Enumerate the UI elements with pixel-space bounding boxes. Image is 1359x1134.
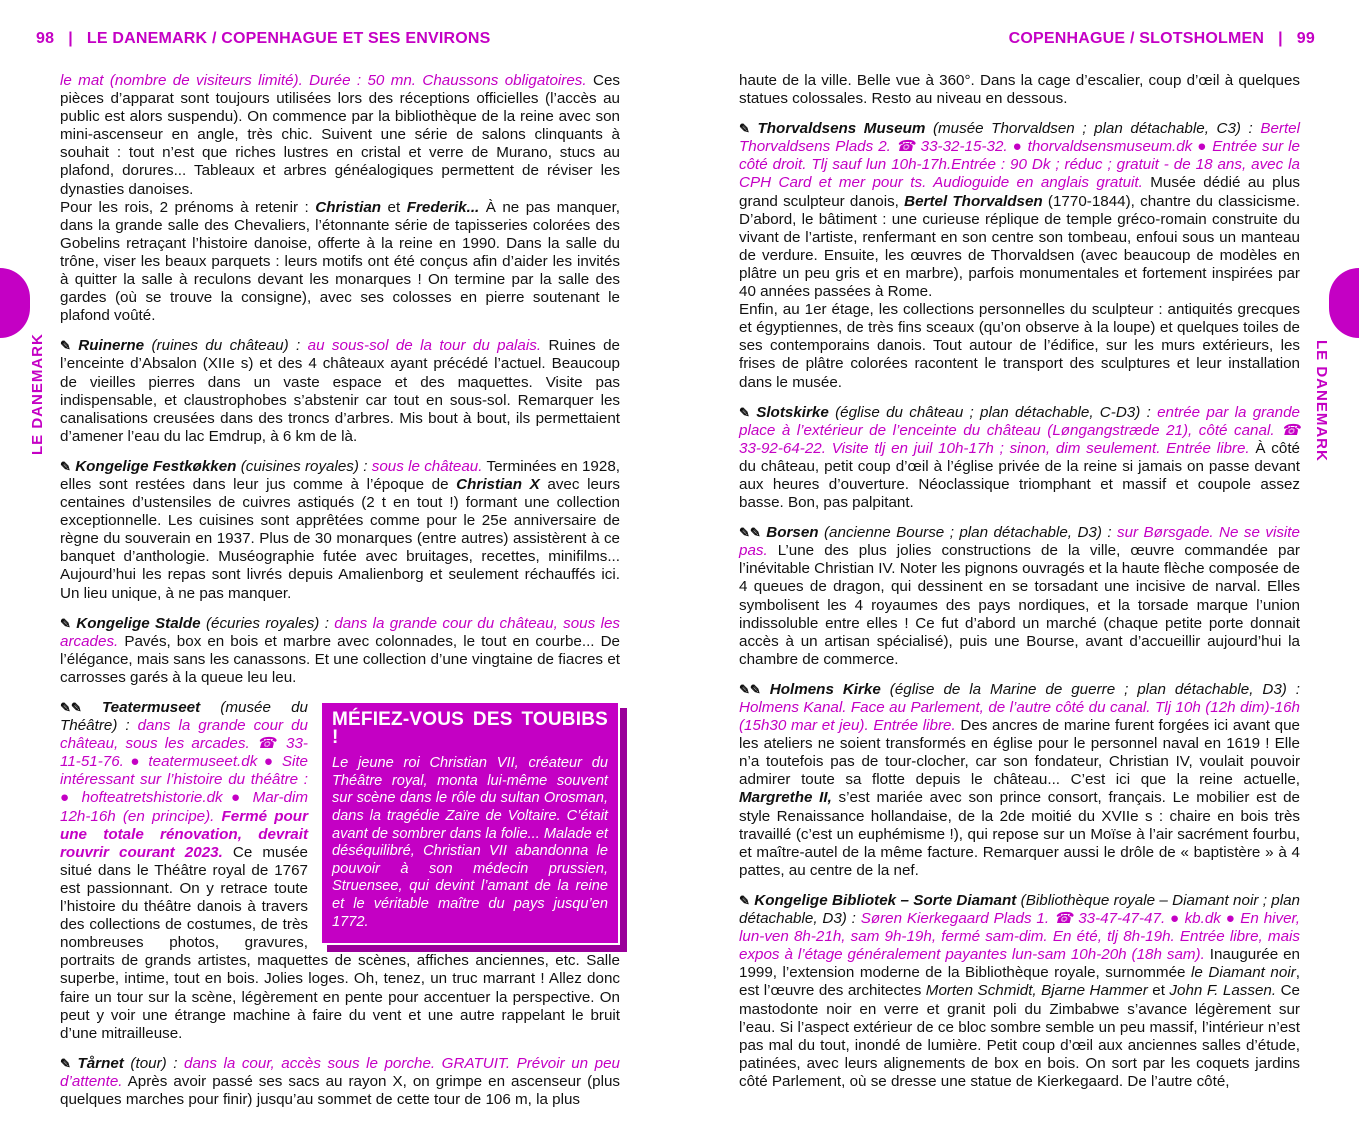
box-text: Le jeune roi Christian VII, créateur du Théâtre royal, monta lui-même souvent sur scène dans le rôle du sultan Orosman, dans la tragédie Zaïre de Voltaire. C’était avant de sombrer dans la folie... Malade et déséquilibré, Christian VII abandonna le pouvoir à son médecin prussien, Struensee, qui devint l’amant de la reine et le véritable maître du pays jusqu’en 1772.	[332, 755, 608, 930]
right-column	[739, 72, 1300, 1103]
side-tab-right	[1329, 268, 1359, 338]
pin-icon: ✎✎	[739, 525, 761, 541]
entry-thorvaldsen: ✎ Thorvaldsens Museum (musée Thorvaldsen ; plan détachable, C3) : Bertel Thorvaldsens Plads 2. ☎ 33-32-15-32. ● thorvaldsensmuseum.dk ● Entrée sur le côté droit. Tlj sauf lun 10h-17h.Entrée : 90 Dk ; réduc ; gratuit - de 18 ans, avec la CPH Card et mer pour ts. Audioguide en anglais gratuit. Musée dédié au plus grand sculpteur danois, Bertel Thorvaldsen (1770-1844), chantre du classicisme. D’abord, le bâtiment : une curieuse réplique de temple gréco-romain construite du vivant de l’artiste, renfermant en son centre son tombeau, enfoui sous un manteau de verdure. Ensuite, les œuvres de Thorvaldsen (avec beaucoup de modèles en plâtre un peu gris et en marbre), parfois monumentales et fortement inspirées par 40 années passées à Rome.	[739, 120, 1300, 301]
paragraph: Enfin, au 1er étage, les collections personnelles du sculpteur : antiquités grecques et égyptiennes, de très fins sceaux (qu’on observe à la loupe) et quelques toiles de ses contemporains danois. Tout autour de l’édifice, sur les murs extérieurs, les frises de plâtre colorées racontent le transport des sculptures et leur installation dans le musée.	[739, 301, 1300, 391]
pin-icon: ✎✎	[60, 700, 82, 715]
entry-tarnet: ✎ Tårnet (tour) : dans la cour, accès sous le porche. GRATUIT. Prévoir un peu d’attente. Après avoir passé ses sacs au rayon X, on grimpe en ascenseur (plus quelques marches pour finir) jusqu’au sommet de cette tour de 106 m, la plus	[60, 1054, 620, 1108]
side-label-right: LE DANEMARK	[1313, 340, 1330, 462]
right-page-number: 99	[1296, 30, 1315, 47]
entry-teatermuseet: ✎✎ Teatermuseet (musée du Théâtre) : dans la grande cour du château, sous les arcades. ☎ 33-11-51-76. ● teatermuseet.dk ● Site intéressant sur l’histoire du théâtre : ● hofteatretshistorie.dk ● Mar-dim 12h-16h (en principe). Fermé pour une totale rénovation, devrait rouvrir courant 2023. Ce musée situé dans le Théâtre royal de 1767 est passionnant. On y retrace toute l’histoire du théâtre danois à travers des collections de costumes, de très nombreuses photos, gravures, portraits de grands artistes, maquettes de scènes, affiches anciennes, etc. Salle superbe, intime, tout en bois. Jolies loges. Oh, tenez, un truc marrant ! Allez donc faire un tour sur la scène, légèrement en pente pour accentuer la perspective. On peut y voir une étrange machine à faire du vent et une autre rappelant le bruit d’une mitrailleuse.	[60, 699, 620, 1042]
left-page-header	[36, 30, 491, 48]
paragraph: le mat (nombre de visiteurs limité). Durée : 50 mn. Chaussons obligatoires. Ces pièces d’apparat sont toujours utilisées lors des réceptions officielles (l’accès au public est alors suspendu). On commence par la bibliothèque de la reine avec son mini-ascenseur en angle, très chic. Suivent une série de salons clinquants à souhait : tout n’est que riches lustres en cristal et verre de Murano, stucs au plafond, dorures... Tableaux et arbres généalogiques permettent de réviser les dynasties danoises.	[60, 72, 620, 198]
side-tab-left	[0, 268, 30, 338]
pin-icon: ✎	[60, 458, 71, 474]
paragraph: haute de la ville. Belle vue à 360°. Dans la cage d’escalier, coup d’œil à quelques statues colossales. Resto au niveau en dessous.	[739, 72, 1300, 108]
entry-slotskirke: ✎ Slotskirke (église du château ; plan détachable, C-D3) : entrée par la grande place à l’extérieur de l’enceinte du château (Løngangstræde 21), côté canal. ☎ 33-92-64-22. Visite tlj en juil 10h-17h ; sinon, dim seulement. Entrée libre. À côté du château, petit coup d’œil à l’église privée de la reine si jamais on passe devant aux heures d’ouverture. Néoclassique triomphant et massif et coupole assez basse. Bon, pas palpitant.	[739, 403, 1300, 512]
header-separator: |	[68, 30, 73, 47]
entry-ruinerne: ✎ Ruinerne (ruines du château) : au sous-sol de la tour du palais. Ruines de l’enceinte d’Absalon (XIIe s) et des 4 châteaux ayant précédé l’actuel. Beaucoup de vieilles pierres dans un vaste espace et des maquettes. Visite pas indispensable, et claustrophobes s’abstenir car tout en sous-sol. Remarquer les canalisations creusées dans des troncs d’arbres. Mis bout à bout, ils permettaient d’amener l’eau du lac Emdrup, à 6 km de là.	[60, 337, 620, 445]
pin-icon: ✎✎	[739, 681, 761, 697]
entry-festkokken: ✎ Kongelige Festkøkken (cuisines royales) : sous le château. Terminées en 1928, elles sont restées dans leur jus comme à l’époque de Christian X avec leurs centaines d’ustensiles de cuivres astiqués (2 t en tout !) formant une collection exceptionnelle. Les cuisines sont apprêtées comme pour le 25e anniversaire de règne du souverain en 1937. Plus de 30 monarques (entre autres) assistèrent à ce banquet d’anthologie. Muséographie futée avec bruitages, recettes, minifilms... Aujourd’hui les repas sont livrés depuis Amalienborg et seulement réchauffés ici. Un lieu unique, à ne pas manquer.	[60, 457, 620, 602]
entry-kongelige-bibliotek: ✎ Kongelige Bibliotek – Sorte Diamant (Bibliothèque royale – Diamant noir ; plan détachable, D3) : Søren Kierkegaard Plads 1. ☎ 33-47-47-47. ● kb.dk ● En hiver, lun-ven 8h-21h, sam 9h-19h, fermé sam-dim. En été, tlj 8h-19h. Entrée libre, mais expos à l’étage généralement payantes lun-sam 10h-20h (18h sam). Inaugurée en 1999, l’extension moderne de la Bibliothèque royale, surnommée le Diamant noir, est l’œuvre des architectes Morten Schmidt, Bjarne Hammer et John F. Lassen. Ce mastodonte noir en verre et granit poli du Zimbabwe s’avance légèrement sur l’eau. Si l’aspect extérieur de ce bloc sombre semble un peu massif, l’intérieur n’est pas mal du tout, inondé de lumière. Petit coup d’œil aux anciennes salles d’étude, patinées, avec leurs alignements de box en bois. On sort par les coquets jardins côté Parlement, où se dresse une statue de Kierkegaard. De l’autre côté,	[739, 891, 1300, 1090]
pin-icon: ✎	[739, 404, 750, 420]
pin-icon: ✎	[739, 121, 750, 137]
left-column	[60, 72, 620, 1121]
side-label-left: LE DANEMARK	[29, 333, 46, 455]
entry-borsen: ✎✎ Borsen (ancienne Bourse ; plan détachable, D3) : sur Børsgade. Ne se visite pas. L’une des plus jolies constructions de la ville, œuvre commandée par l’inévitable Christian IV. Noter les pignons ouvragés et la haute flèche composée de 4 queues de dragon, qui dessinent en se torsadant une incisive de narval. Elles symbolisent les 4 royaumes des pays nordiques, et la torsade marque l’union indissoluble entre elles ! Ce fut d’abord un marché (chaque petite porte donnait accès à un artisan spécialisé), puis une Bourse, avant d’accueillir aujourd’hui la chambre de commerce.	[739, 524, 1300, 668]
sidebar-box	[320, 701, 620, 945]
paragraph: Pour les rois, 2 prénoms à retenir : Christian et Frederik... À ne pas manquer, dans la grande salle des Chevaliers, l’étonnante série de tapisseries colorées des Gobelins retraçant l’histoire danoise, offerte à la reine en 1990. Dans la salle du trône, viser les beaux parquets : leurs motifs ont été conçus afin d’aider les invités à quitter la salle à reculons devant les monarques ! On termine par la salle des gardes (où se trouve la consigne), avec ses colosses en pierre soutenant le plafond voûté.	[60, 198, 621, 325]
left-running-title: LE DANEMARK / COPENHAGUE ET SES ENVIRONS	[86, 30, 491, 47]
pin-icon: ✎	[60, 1055, 71, 1071]
pin-icon: ✎	[60, 615, 71, 631]
left-page-number: 98	[36, 30, 55, 47]
box-title: MÉFIEZ-VOUS DES TOUBIBS !	[332, 709, 608, 749]
right-page-header	[1009, 30, 1315, 48]
right-running-title: COPENHAGUE / SLOTSHOLMEN	[1008, 30, 1265, 47]
entry-holmens-kirke: ✎✎ Holmens Kirke (église de la Marine de guerre ; plan détachable, D3) : Holmens Kanal. Face au Parlement, de l’autre côté du canal. Tlj 10h (12h dim)-16h (15h30 mar et jeu). Entrée libre. Des ancres de marine furent forgées ici avant que les ateliers ne soient transformés en église pour le personnel naval en 1619 ! Elle n’a toutefois pas de tour-clocher, car son fondateur, Christian IV, voulait pouvoir admirer toute sa flotte depuis le château... C’est ici que la reine actuelle, Margrethe II, s’est mariée avec son prince consort, français. Le mobilier est de style Renaissance hollandaise, de la 2de moitié du XVIIe s : chaire en bois très travaillé (c’est un euphémisme !), qui repose sur un Moïse à l’air sacrément fourbu, et maître-autel de la même facture. Remarquer aussi le drôle de « baptistère » à 4 pattes, au centre de la nef.	[739, 680, 1301, 879]
entry-stalde: ✎ Kongelige Stalde (écuries royales) : dans la grande cour du château, sous les arcades. Pavés, box en bois et marbre avec colonnades, le tout en courbe... De l’élégance, mais sans les canassons. Et une collection d’une vingtaine de fiacres et carrosses garés à la queue leu leu.	[60, 614, 620, 686]
pin-icon: ✎	[60, 338, 71, 354]
header-separator: |	[1278, 30, 1283, 47]
pin-icon: ✎	[739, 892, 750, 908]
